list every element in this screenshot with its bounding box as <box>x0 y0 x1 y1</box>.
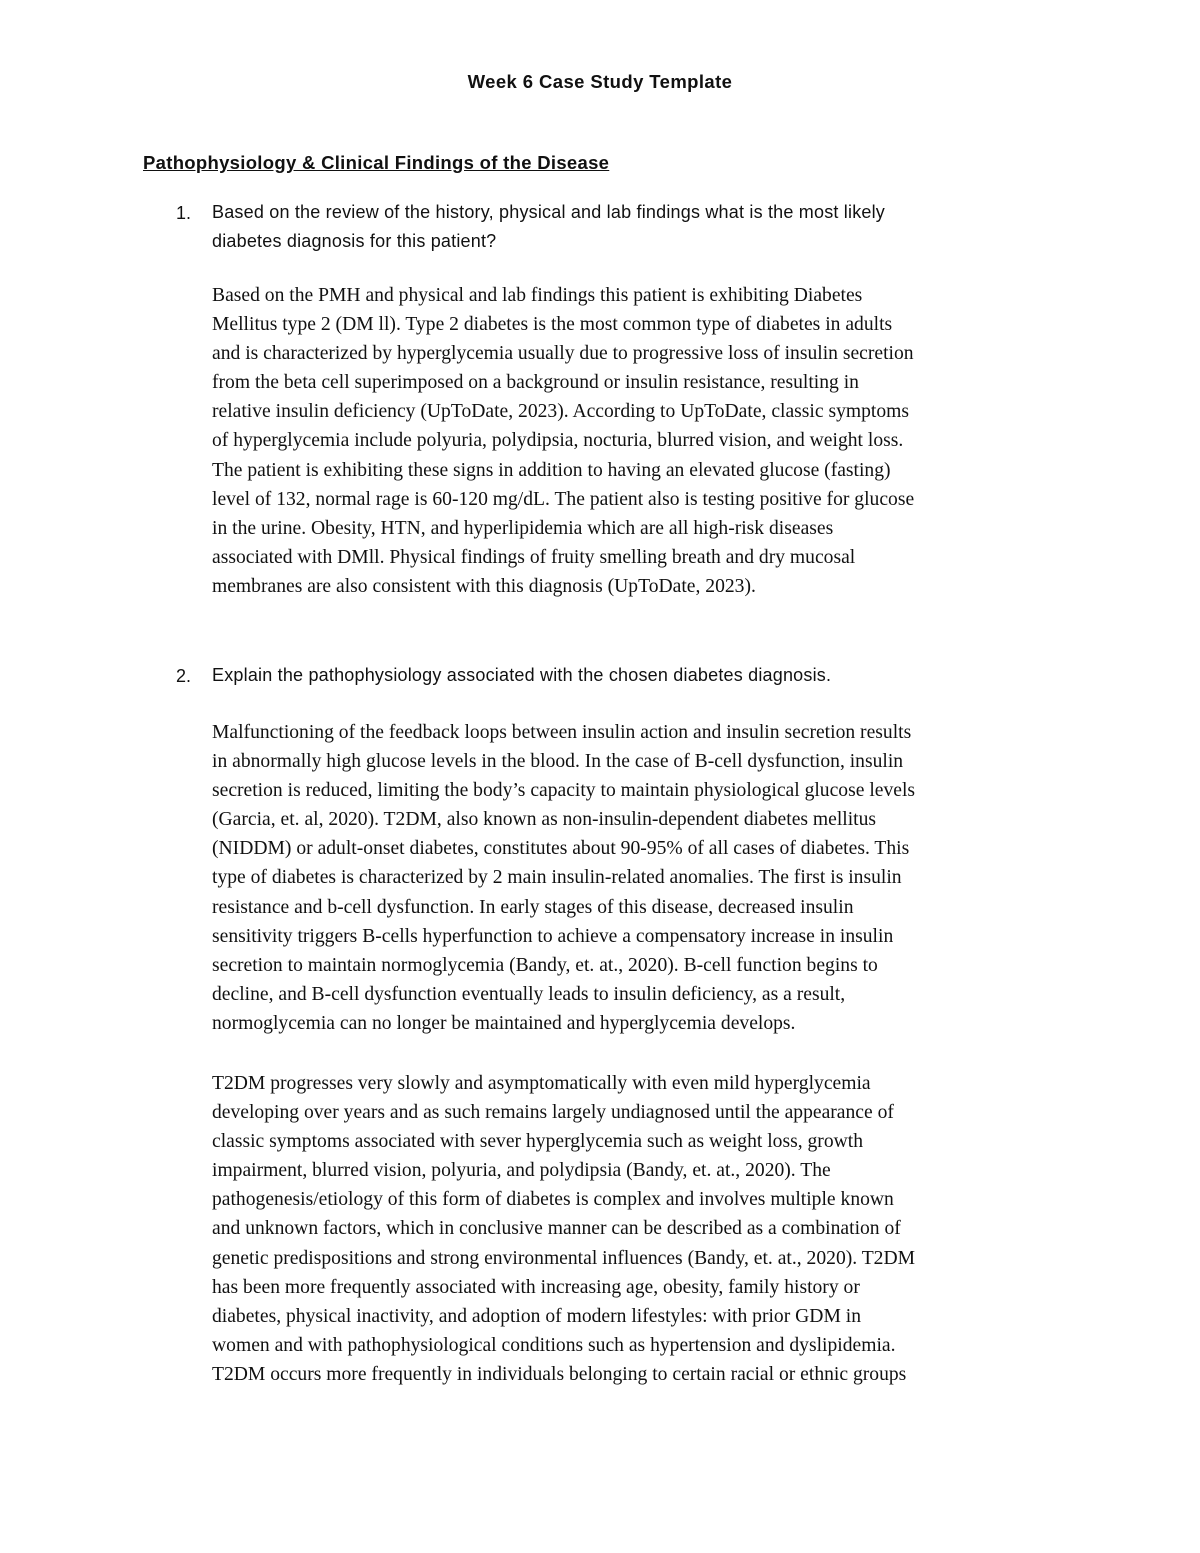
answer-line: relative insulin deficiency (UpToDate, 2023). According to UpToDate, classic symptoms <box>212 401 910 423</box>
answer-line: impairment, blurred vision, polyuria, and polydipsia (Bandy, et. at., 2020). The <box>212 1160 831 1182</box>
answer-line: in the urine. Obesity, HTN, and hyperlipidemia which are all high-risk diseases <box>212 517 834 539</box>
answer-line: decline, and B-cell dysfunction eventually leads to insulin deficiency, as a result, <box>212 983 846 1005</box>
answer-line: secretion is reduced, limiting the body’s capacity to maintain physiological glucose levels <box>212 780 916 802</box>
answer-line: diabetes, physical inactivity, and adoption of modern lifestyles: with prior GDM in <box>212 1305 862 1327</box>
answer-line: The patient is exhibiting these signs in addition to having an elevated glucose (fasting) <box>212 459 891 481</box>
question-1-answer <box>212 281 1072 601</box>
answer-line: sensitivity triggers B-cells hyperfunction to achieve a compensatory increase in insulin <box>212 925 894 947</box>
answer-line: associated with DMll. Physical findings of fruity smelling breath and dry mucosal <box>212 546 856 568</box>
answer-line: resistance and b-cell dysfunction. In early stages of this disease, decreased insulin <box>212 896 854 918</box>
answer-line: level of 132, normal rage is 60-120 mg/dL. The patient also is testing positive for glucose <box>212 488 915 510</box>
section-heading: Pathophysiology & Clinical Findings of the Disease <box>143 152 610 173</box>
answer-line: secretion to maintain normoglycemia (Bandy, et. at., 2020). B-cell function begins to <box>212 954 878 976</box>
answer-line: T2DM progresses very slowly and asymptomatically with even mild hyperglycemia <box>212 1073 871 1094</box>
answer-line: of hyperglycemia include polyuria, polydipsia, nocturia, blurred vision, and weight loss. <box>212 430 904 452</box>
question-2-prompt-line: Explain the pathophysiology associated with the chosen diabetes diagnosis. <box>212 665 832 685</box>
answer-line: Based on the PMH and physical and lab findings this patient is exhibiting Diabetes <box>212 285 863 306</box>
answer-line: (NIDDM) or adult-onset diabetes, constitutes about 90-95% of all cases of diabetes. This <box>212 838 910 860</box>
answer-line: Mellitus type 2 (DM ll). Type 2 diabetes is the most common type of diabetes in adults <box>212 314 893 336</box>
answer-line: type of diabetes is characterized by 2 main insulin-related anomalies. The first is insulin <box>212 867 902 889</box>
answer-line: from the beta cell superimposed on a background or insulin resistance, resulting in <box>212 372 859 394</box>
answer-line: genetic predispositions and strong environmental influences (Bandy, et. at., 2020). T2DM <box>212 1247 916 1269</box>
answer-line: has been more frequently associated with increasing age, obesity, family history or <box>212 1276 860 1298</box>
answer-line: T2DM occurs more frequently in individuals belonging to certain racial or ethnic groups <box>212 1363 907 1385</box>
document-title: Week 6 Case Study Template <box>467 71 733 92</box>
question-2-prompt <box>212 661 1042 690</box>
answer-line: membranes are also consistent with this diagnosis (UpToDate, 2023). <box>212 575 756 597</box>
question-1-number: 1. <box>176 203 192 223</box>
answer-line: (Garcia, et. al, 2020). T2DM, also known as non-insulin-dependent diabetes mellitus <box>212 809 877 831</box>
question-1-prompt <box>212 198 1042 256</box>
answer-line: classic symptoms associated with sever hyperglycemia such as weight loss, growth <box>212 1131 864 1153</box>
question-1-prompt-line: Based on the review of the history, physical and lab findings what is the most likely <box>212 202 886 222</box>
question-2-answer-paragraph-2 <box>212 1069 1072 1389</box>
answer-line: women and with pathophysiological conditions such as hypertension and dyslipidemia. <box>212 1334 896 1356</box>
question-2-answer-paragraph-1 <box>212 718 1072 1038</box>
answer-line: pathogenesis/etiology of this form of diabetes is complex and involves multiple known <box>212 1189 894 1211</box>
answer-line: in abnormally high glucose levels in the blood. In the case of B-cell dysfunction, insulin <box>212 751 904 773</box>
answer-line: developing over years and as such remains largely undiagnosed until the appearance of <box>212 1102 894 1124</box>
answer-line: and is characterized by hyperglycemia usually due to progressive loss of insulin secretion <box>212 343 914 365</box>
answer-line: Malfunctioning of the feedback loops between insulin action and insulin secretion results <box>212 722 912 743</box>
answer-line: normoglycemia can no longer be maintained and hyperglycemia develops. <box>212 1012 796 1034</box>
answer-line: and unknown factors, which in conclusive manner can be described as a combination of <box>212 1218 901 1240</box>
question-1-prompt-line: diabetes diagnosis for this patient? <box>212 231 497 251</box>
question-2-number: 2. <box>176 666 192 686</box>
